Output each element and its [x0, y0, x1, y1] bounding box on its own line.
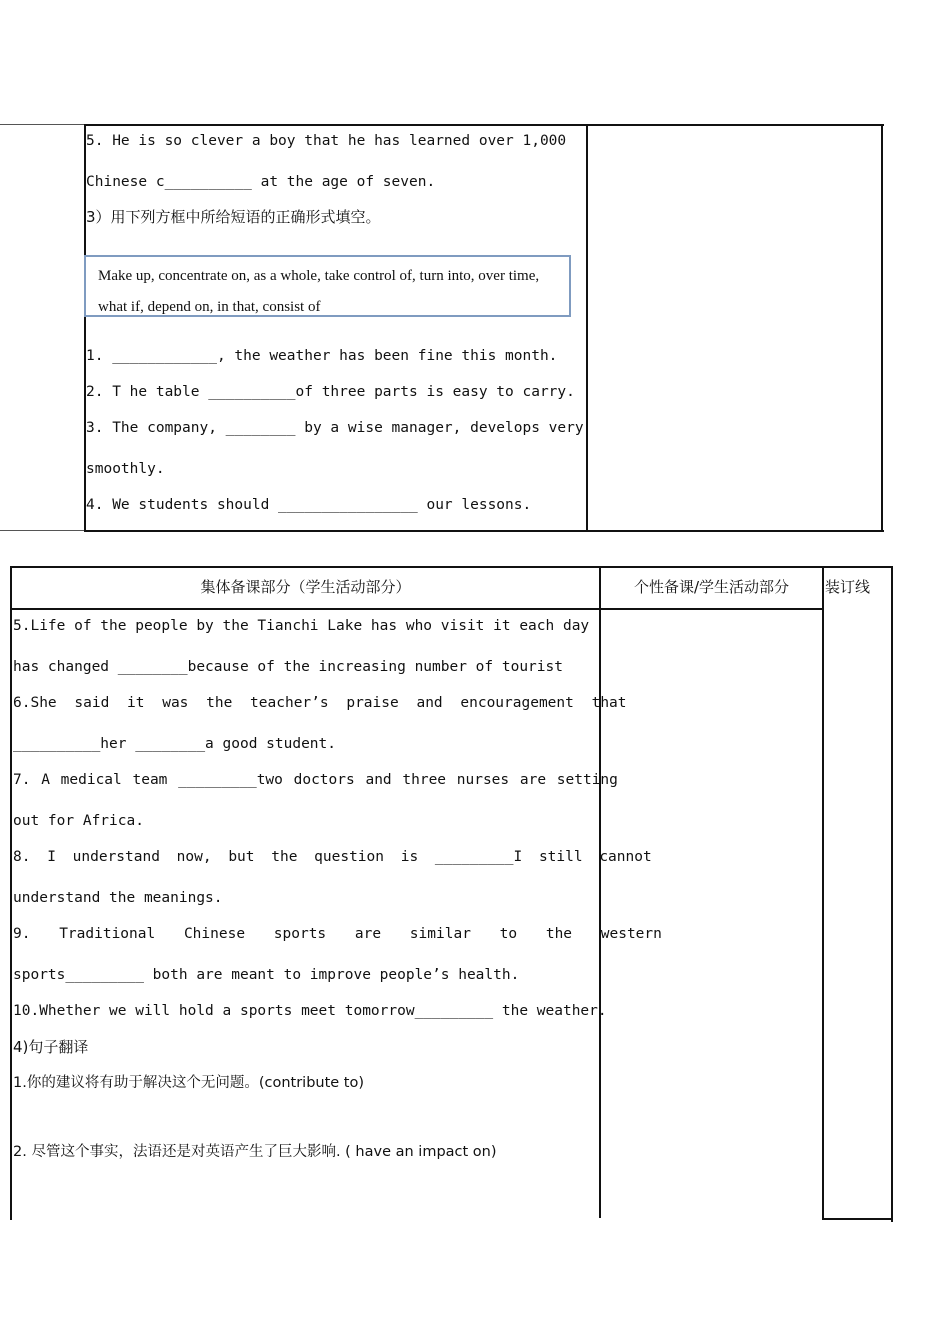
lower-line-6: out for Africa. — [13, 813, 144, 829]
phrase-list: Make up, concentrate on, as a whole, take control of, turn into, over time, what if, depend on, in that, consist of — [98, 268, 540, 315]
lower-binding-left-border — [822, 566, 824, 1220]
lower-right-border — [891, 566, 893, 1222]
phrase-box — [84, 255, 571, 317]
upper-left-top-border — [0, 124, 84, 125]
upper-line-3: 1. ____________, the weather has been fine this month. — [86, 348, 558, 364]
binding-bottom-border — [822, 1218, 893, 1220]
upper-right-border — [881, 124, 883, 532]
lower-line-3: 6.She said it was the teacher’s praise and encouragement that — [13, 695, 627, 711]
upper-line-7: 4. We students should ________________ our lessons. — [86, 497, 532, 513]
upper-line-5: 3. The company, ________ by a wise manager, develops very — [86, 420, 584, 436]
lower-line-4: __________her ________a good student. — [13, 736, 337, 752]
binding-line-label: 装订线 — [825, 578, 871, 596]
translation-item-2: 2. 尽管这个事实，法语还是对英语产生了巨大影响. ( have an impact on) — [13, 1144, 497, 1160]
collective-prep-header: 集体备课部分（学生活动部分） — [200, 578, 411, 596]
lower-header-bottom-border — [10, 608, 824, 610]
lower-line-1: 5.Life of the people by the Tianchi Lake has who visit it each day — [13, 618, 590, 634]
lower-line-9: 9. Traditional Chinese sports are similar to the western — [13, 926, 662, 942]
upper-bottom-border — [84, 530, 884, 532]
lower-line-11: 10.Whether we will hold a sports meet tomorrow_________ the weather. — [13, 1003, 607, 1019]
lower-top-border — [10, 566, 893, 568]
lower-line-10: sports_________ both are meant to improve people’s health. — [13, 967, 520, 983]
upper-section-heading: 3）用下列方框中所给短语的正确形式填空。 — [86, 208, 381, 226]
upper-line-4: 2. T he table __________of three parts is easy to carry. — [86, 384, 575, 400]
upper-middle-divider — [586, 124, 588, 532]
upper-left-bottom-border — [0, 530, 84, 531]
lower-left-border — [10, 566, 12, 1220]
lower-middle-divider — [599, 566, 601, 1218]
upper-top-border — [84, 124, 884, 126]
lower-line-8: understand the meanings. — [13, 890, 223, 906]
translation-item-1: 1.你的建议将有助于解决这个无问题。(contribute to) — [13, 1075, 365, 1091]
lower-line-2: has changed ________because of the increasing number of tourist — [13, 659, 563, 675]
personal-prep-header: 个性备课/学生活动部分 — [633, 578, 790, 596]
upper-line-1: 5. He is so clever a boy that he has learned over 1,000 — [86, 133, 567, 149]
translation-heading: 4)句子翻译 — [13, 1038, 89, 1056]
upper-line-2: Chinese c__________ at the age of seven. — [86, 174, 436, 190]
lower-line-7: 8. I understand now, but the question is _________I still cannot — [13, 849, 652, 865]
lower-line-5: 7. A medical team _________two doctors and three nurses are setting — [13, 772, 618, 788]
upper-line-6: smoothly. — [86, 461, 165, 477]
